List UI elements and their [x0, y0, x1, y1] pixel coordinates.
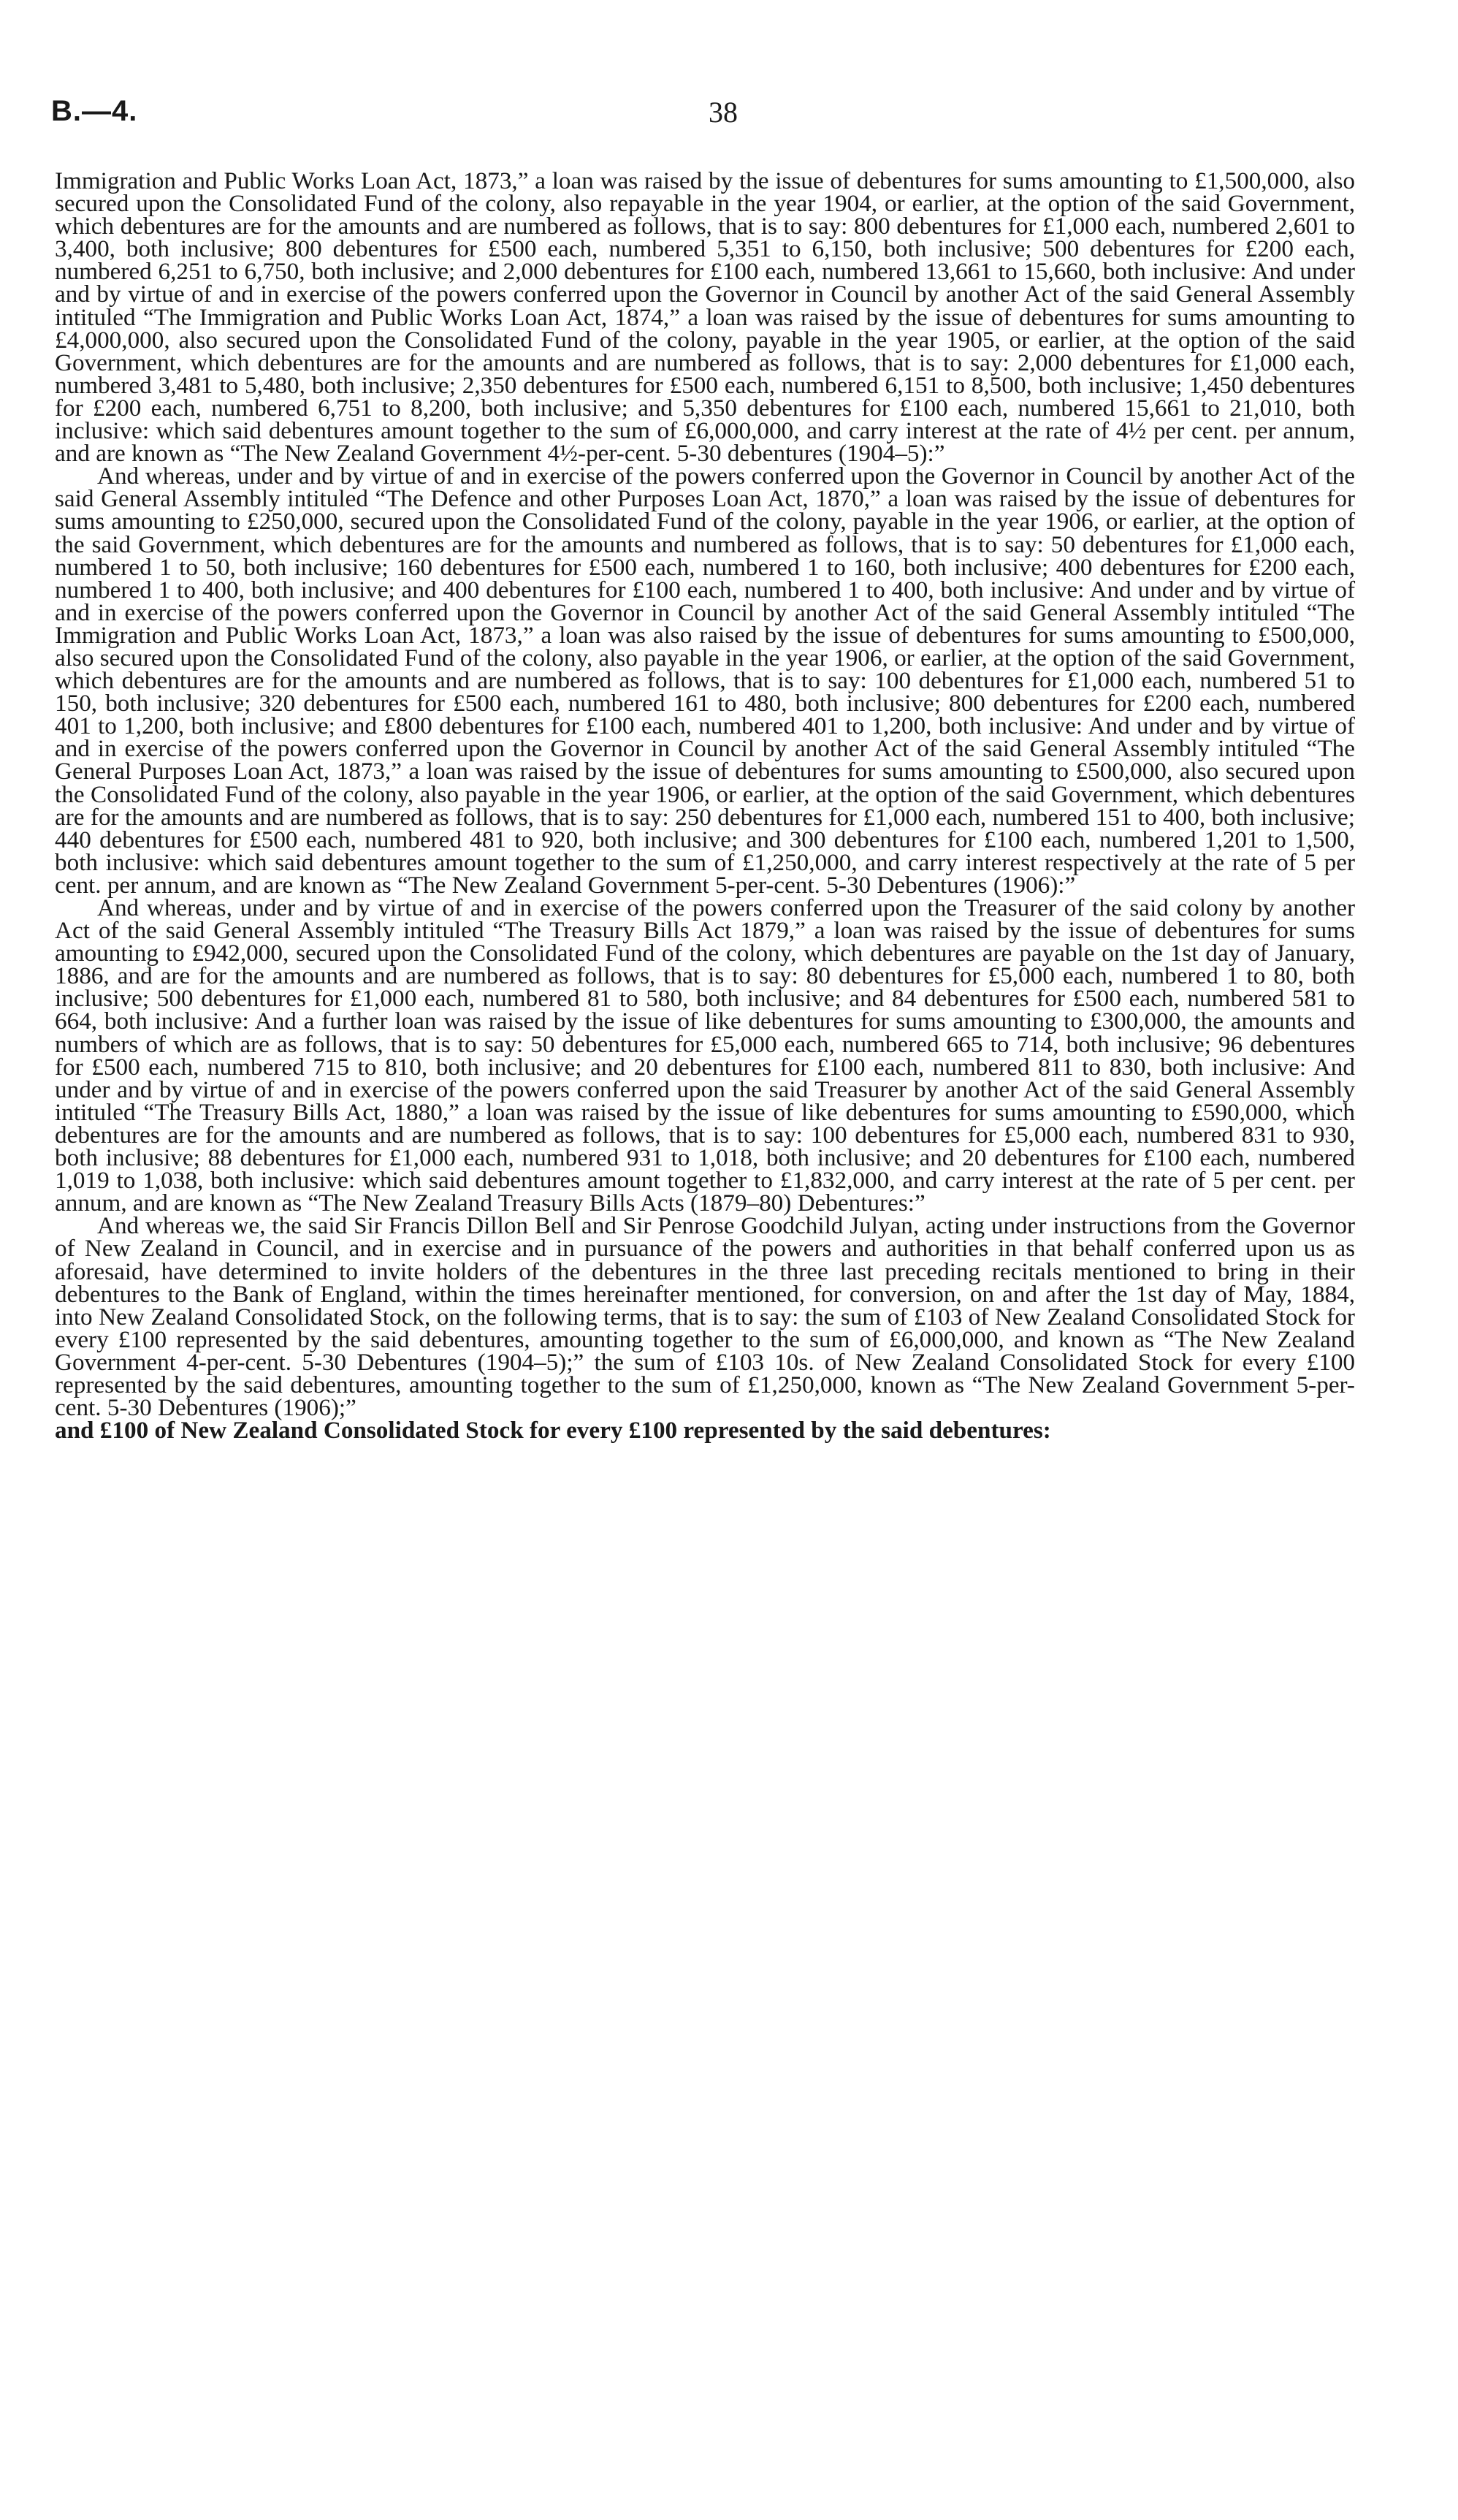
- body-text: [55, 167, 1355, 1444]
- paragraph-final-line: and £100 of New Zealand Consolidated Stock for every £100 represented by the said debentures:: [55, 1417, 1051, 1444]
- paragraph-defence-loans: And whereas, under and by virtue of and in exercise of the powers conferred upon the Governor in Council by another Act of the said General Assembly intituled “The Defence and other Purposes Loan Act, 1870,” a loan was raised by the issue of debentures for sums amounting to £250,000, secured upon the Consolidated Fund of the colony, payable in the year 1906, or earlier, at the option of the said Government, which debentures are for the amounts and numbered as follows, that is to say: 50 debentures for £1,000 each, numbered 1 to 50, both inclusive; 160 debentures for £500 each, numbered 1 to 160, both inclusive; 400 debentures for £200 each, numbered 1 to 400, both inclusive; and 400 debentures for £100 each, numbered 1 to 400, both inclusive: And under and by virtue of and in exercise of the powers conferred upon the Governor in Council by another Act of the said General Assembly intituled “The Immigration and Public Works Loan Act, 1873,” a loan was also raised by the issue of debentures for sums amounting to £500,000, also secured upon the Consolidated Fund of the colony, also payable in the year 1906, or earlier, at the option of the said Government, which debentures are for the amounts and are numbered as follows, that is to say: 100 debentures for £1,000 each, numbered 51 to 150, both inclusive; 320 debentures for £500 each, numbered 161 to 480, both inclusive; 800 debentures for £200 each, numbered 401 to 1,200, both inclusive; and £800 debentures for £100 each, numbered 401 to 1,200, both inclusive: And under and by virtue of and in exercise of the powers conferred upon the Governor in Council by another Act of the said General Assembly intituled “The General Purposes Loan Act, 1873,” a loan was raised by the issue of debentures for sums amounting to £500,000, also secured upon the Consolidated Fund of the colony, also payable in the year 1906, or earlier, at the option of the said Government, which debentures are for the amounts and are numbered as follows, that is to say: 250 debentures for £1,000 each, numbered 151 to 400, both inclusive; 440 debentures for £500 each, numbered 481 to 920, both inclusive; and 300 debentures for £100 each, numbered 1,201 to 1,500, both inclusive: which said debentures amount together to the sum of £1,250,000, and carry interest respectively at the rate of 5 per cent. per annum, and are known as “The New Zealand Government 5-per-cent. 5-30 Debentures (1906):”: [55, 462, 1355, 899]
- page-number: 38: [709, 96, 738, 129]
- paragraph-conversion-terms: And whereas we, the said Sir Francis Dillon Bell and Sir Penrose Goodchild Julyan, acting under instructions from the Governor of New Zealand in Council, and in exercise and in pursuance of the powers and authorities in that behalf conferred upon us as aforesaid, have determined to invite holders of the debentures in the three last preceding recitals mentioned to bring in their debentures to the Bank of England, within the times hereinafter mentioned, for conversion, on and after the 1st day of May, 1884, into New Zealand Consolidated Stock, on the following terms, that is to say: the sum of £103 of New Zealand Consolidated Stock for every £100 represented by the said debentures, amounting together to the sum of £6,000,000, and known as “The New Zealand Government 4-per-cent. 5-30 Debentures (1904–5);” the sum of £103 10s. of New Zealand Consolidated Stock for every £100 represented by the said debentures, amounting together to the sum of £1,250,000, known as “The New Zealand Government 5-per-cent. 5-30 Debentures (1906);”: [55, 1212, 1355, 1422]
- paragraph-immigration-loans: Immigration and Public Works Loan Act, 1873,” a loan was raised by the issue of debentures for sums amounting to £1,500,000, also secured upon the Consolidated Fund of the colony, also repayable in the year 1904, or earlier, at the option of the said Government, which debentures are for the amounts and are numbered as follows, that is to say: 800 debentures for £1,000 each, numbered 2,601 to 3,400, both inclusive; 800 debentures for £500 each, numbered 5,351 to 6,150, both inclusive; 500 debentures for £200 each, numbered 6,251 to 6,750, both inclusive; and 2,000 debentures for £100 each, numbered 13,661 to 15,660, both inclusive: And under and by virtue of and in exercise of the powers conferred upon the Governor in Council by another Act of the said General Assembly intituled “The Immigration and Public Works Loan Act, 1874,” a loan was raised by the issue of debentures for sums amounting to £4,000,000, also secured upon the Consolidated Fund of the colony, payable in the year 1905, or earlier, at the option of the said Government, which debentures are for the amounts and are numbered as follows, that is to say: 2,000 debentures for £1,000 each, numbered 3,481 to 5,480, both inclusive; 2,350 debentures for £500 each, numbered 6,151 to 8,500, both inclusive; 1,450 debentures for £200 each, numbered 6,751 to 8,200, both inclusive; and 5,350 debentures for £100 each, numbered 15,661 to 21,010, both inclusive: which said debentures amount together to the sum of £6,000,000, and carry interest at the rate of 4½ per cent. per annum, and are known as “The New Zealand Government 4½-per-cent. 5-30 debentures (1904–5):”: [55, 167, 1355, 468]
- page-header: [51, 95, 1359, 139]
- document-reference: B.—4.: [51, 95, 138, 127]
- paragraph-treasury-bills: And whereas, under and by virtue of and in exercise of the powers conferred upon the Treasurer of the said colony by another Act of the said General Assembly intituled “The Treasury Bills Act 1879,” a loan was raised by the issue of debentures for sums amounting to £942,000, secured upon the Consolidated Fund of the colony, which debentures are payable on the 1st day of January, 1886, and are for the amounts and are numbered as follows, that is to say: 80 debentures for £5,000 each, numbered 1 to 80, both inclusive; 500 debentures for £1,000 each, numbered 81 to 580, both inclusive; and 84 debentures for £500 each, numbered 581 to 664, both inclusive: And a further loan was raised by the issue of like debentures for sums amounting to £300,000, the amounts and numbers of which are as follows, that is to say: 50 debentures for £5,000 each, numbered 665 to 714, both inclusive; 96 debentures for £500 each, numbered 715 to 810, both inclusive; and 20 debentures for £100 each, numbered 811 to 830, both inclusive: And under and by virtue of and in exercise of the powers conferred upon the said Treasurer by another Act of the said General Assembly intituled “The Treasury Bills Act, 1880,” a loan was raised by the issue of like debentures for sums amounting to £590,000, which debentures are for the amounts and are numbered as follows, that is to say: 100 debentures for £5,000 each, numbered 831 to 930, both inclusive; 88 debentures for £1,000 each, numbered 931 to 1,018, both inclusive; and 20 debentures for £100 each, numbered 1,019 to 1,038, both inclusive: which said debentures amount together to £1,832,000, and carry interest at the rate of 5 per cent. per annum, and are known as “The New Zealand Treasury Bills Acts (1879–80) Debentures:”: [55, 894, 1355, 1217]
